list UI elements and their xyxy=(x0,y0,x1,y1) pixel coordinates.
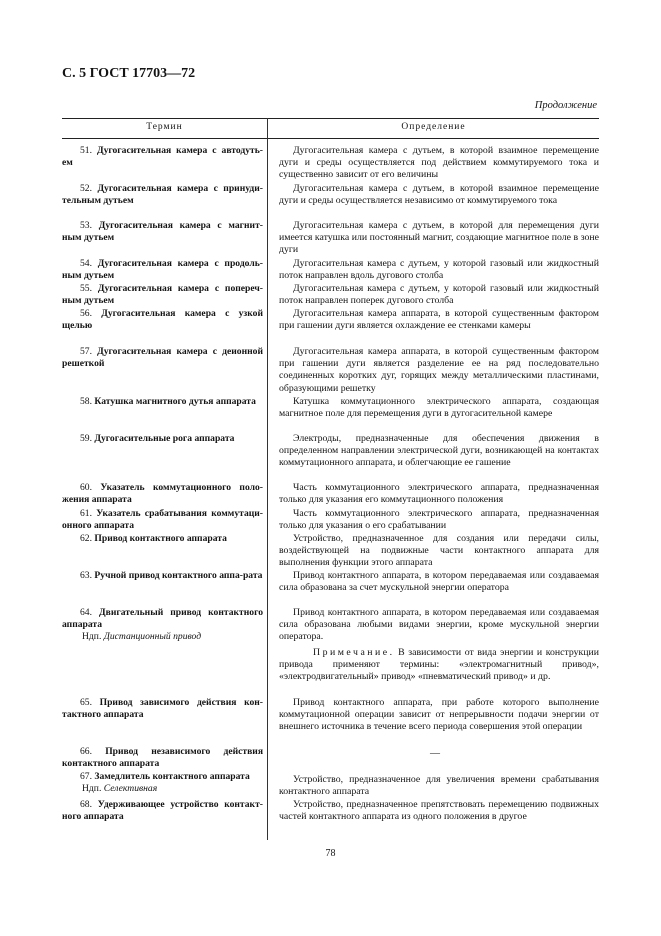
term-text: Ручной привод контактного аппа-рата xyxy=(94,570,263,581)
term-text: Дугогасительная камера с автодуть-ем xyxy=(62,145,263,169)
definition-cell: Дугогасительная камера с дутьем, у которой газовый или жидкостный поток направлен поперек дугового столба xyxy=(279,283,599,307)
term-number: 63. xyxy=(80,570,92,581)
term-cell xyxy=(62,482,263,506)
term-cell xyxy=(62,799,263,823)
term-cell xyxy=(62,433,263,445)
definition-cell: Дугогасительная камера с дутьем, у которой газовый или жидкостный поток направлен вдоль дугового столба xyxy=(279,258,599,282)
term-cell xyxy=(62,220,263,244)
term-cell xyxy=(62,346,263,370)
definition-cell: Катушка коммутационного электрического аппарата, создающая магнитное поле для перемещения дуги в дугогасительной камере xyxy=(279,396,599,420)
definition-cell: Устройство, предназначенное для увеличения времени срабатывания контактного аппарата xyxy=(279,774,599,798)
definition-dash: — xyxy=(430,748,440,759)
definition-cell: Привод контактного аппарата, в котором передаваемая или создаваемая сила образована любыми видами энергии, кроме мускульной энергии оператора. xyxy=(279,607,599,643)
definition-cell: Привод контактного аппарата, в котором передаваемая или создаваемая сила образована за счет мускульной энергии оператора xyxy=(279,570,599,594)
term-text: Дугогасительная камера с деионной решеткой xyxy=(62,346,263,370)
definition-cell: Дугогасительная камера с дутьем, в которой взаимное перемещение дуги и среды осуществляется под действием коммутируемого тока и существенно зависит от его величины xyxy=(279,145,599,181)
definition-cell: Дугогасительная камера с дутьем, в которой взаимное перемещение дуги и среды осуществляется независимо от коммутируемого тока xyxy=(279,183,599,207)
term-number: 56. xyxy=(80,308,92,319)
term-number: 53. xyxy=(80,220,92,231)
definition-cell: Дугогасительная камера аппарата, в которой существенным фактором при гашении дуги является охлаждение ее стенками камеры xyxy=(279,308,599,332)
deprecated-term xyxy=(62,631,263,643)
term-number: 65. xyxy=(80,697,92,708)
definition-cell: Часть коммутационного электрического аппарата, предназначенная только для указания о его срабатывании xyxy=(279,508,599,532)
definition-note xyxy=(279,647,599,684)
term-cell xyxy=(62,508,263,532)
term-text: Удерживающее устройство контакт-ного аппарата xyxy=(62,799,263,823)
term-number: 62. xyxy=(80,533,92,544)
table-top-rule xyxy=(62,118,599,119)
term-number: 55. xyxy=(80,283,92,294)
term-cell xyxy=(62,607,263,644)
term-text: Замедлитель контактного аппарата xyxy=(94,771,250,782)
term-cell xyxy=(62,533,263,545)
term-text: Привод независимого действия контактного аппарата xyxy=(62,746,264,770)
definition-cell: Привод контактного аппарата, при работе которого выполнение коммутационной операции зависит от непрерывности подачи энергии от внешнего источника в течение всего периода совершения этой операции xyxy=(279,697,599,733)
term-number: 52. xyxy=(80,183,92,194)
term-text: Указатель коммутационного поло-жения аппарата xyxy=(62,482,263,506)
deprecated-term xyxy=(62,783,263,795)
term-cell xyxy=(62,396,263,408)
term-text: Дугогасительная камера с магнит-ным дутьем xyxy=(62,220,263,244)
term-number: 64. xyxy=(80,607,92,618)
term-cell xyxy=(62,570,263,582)
term-text: Дугогасительная камера с узкой щелью xyxy=(62,308,263,332)
term-text: Катушка магнитного дутья аппарата xyxy=(94,396,256,407)
term-text: Двигательный привод контактного аппарата xyxy=(62,607,263,631)
term-text: Привод контактного аппарата xyxy=(94,533,227,544)
definition-cell: Дугогасительная камера с дутьем, в которой для перемещения дуги имеется катушка или постоянный магнит, создающие магнитное поле в зоне дуги xyxy=(279,220,599,256)
term-cell xyxy=(62,258,263,282)
term-text: Дугогасительная камера с попереч-ным дутьем xyxy=(62,283,263,307)
term-text: Дугогасительные рога аппарата xyxy=(94,433,235,444)
standard-header: С. 5 ГОСТ 17703—72 xyxy=(62,66,196,81)
term-cell xyxy=(62,771,263,795)
definition-cell: Устройство, предназначенное препятствовать перемещению подвижных частей контактного аппарата из одного положения в другое xyxy=(279,799,599,823)
term-cell xyxy=(62,183,263,207)
term-cell xyxy=(62,283,263,307)
column-header-term: Термин xyxy=(146,122,183,132)
term-number: 61. xyxy=(80,508,92,519)
term-number: 68. xyxy=(80,799,92,810)
table-header-rule xyxy=(62,138,599,139)
definition-cell: Часть коммутационного электрического аппарата, предназначенная только для указания его коммутационного положения xyxy=(279,482,599,506)
term-number: 66. xyxy=(80,746,92,757)
definition-cell: Дугогасительная камера аппарата, в которой существенным фактором при гашении дуги является разделение ее на ряд последовательно соединенных коротких дуг, горящих между металлическими пластинами, образующими решетку xyxy=(279,346,599,394)
term-cell xyxy=(62,145,263,169)
term-number: 60. xyxy=(80,482,92,493)
definition-cell: Электроды, предназначенные для обеспечения движения в определенном направлении электрической дуги, возникающей на контактах коммутационного аппарата, и облегчающие ее гашение xyxy=(279,433,599,469)
term-cell xyxy=(62,697,263,721)
deprecated-term-text: Дистанционный привод xyxy=(103,631,202,643)
continued-label: Продолжение xyxy=(534,100,597,111)
term-number: 67. xyxy=(80,771,92,782)
page-number: 78 xyxy=(325,848,336,859)
term-number: 51. xyxy=(80,145,92,156)
term-cell xyxy=(62,308,263,332)
note-label: Примечание. xyxy=(313,647,395,658)
term-text: Привод зависимого действия кон-тактного аппарата xyxy=(62,697,263,721)
term-number: 59. xyxy=(80,433,92,444)
term-text: Указатель срабатывания коммутаци-онного аппарата xyxy=(62,508,264,532)
deprecated-label: Ндп. xyxy=(82,631,102,643)
term-cell xyxy=(62,746,263,770)
column-header-definition: Определение xyxy=(401,122,466,132)
term-text: Дугогасительная камера с принуди-тельным дутьем xyxy=(62,183,263,207)
deprecated-label: Ндп. xyxy=(82,783,102,795)
term-text: Дугогасительная камера с продоль-ным дутьем xyxy=(62,258,263,282)
deprecated-term-text: Селективная xyxy=(103,783,158,795)
note-text: В зависимости от вида энергии и конструкции привода применяют термины: «электромагнитный привод», «электродвигательный» привод» «пневматический привод» и др. xyxy=(279,647,600,683)
term-number: 57. xyxy=(80,346,92,357)
column-divider xyxy=(267,118,268,840)
term-number: 58. xyxy=(80,396,92,407)
term-number: 54. xyxy=(80,258,92,269)
definition-cell: Устройство, предназначенное для создания или передачи силы, воздействующей на подвижные части контактного аппарата для выполнения функции этого аппарата xyxy=(279,533,599,569)
